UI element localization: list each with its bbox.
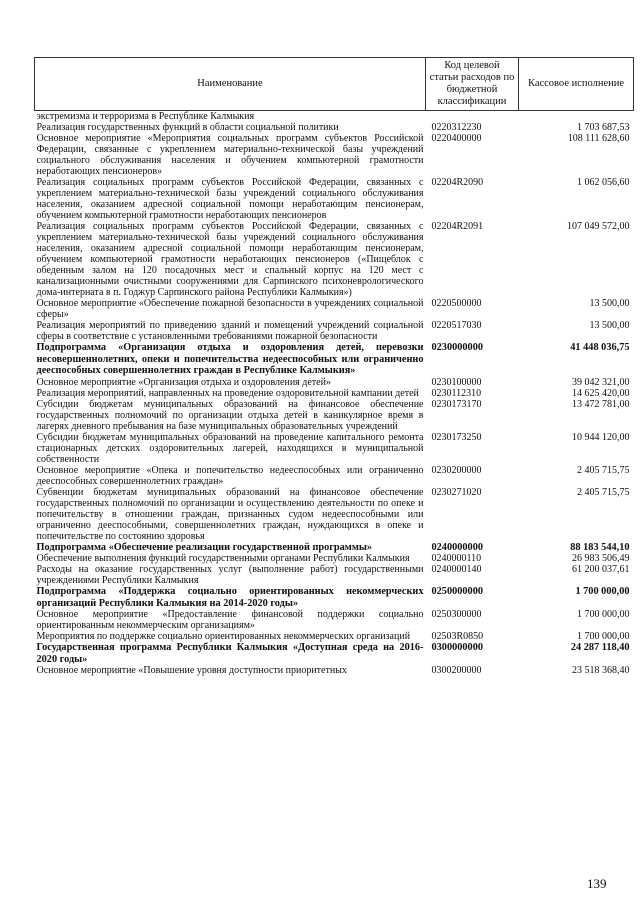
row-amount: 61 200 037,61 bbox=[572, 564, 630, 575]
table-row bbox=[35, 586, 634, 609]
row-name: Реализация государственных функций в области социальной политики bbox=[36, 122, 339, 133]
row-code: 0230173170 bbox=[431, 398, 482, 410]
row-name: Основное мероприятие «Предоставление финансовой поддержки социально ориентированным некоммерческим организациям» bbox=[36, 609, 424, 631]
row-amount: 13 472 781,00 bbox=[572, 398, 630, 410]
row-amount: 10 944 120,00 bbox=[572, 431, 630, 443]
row-name: Подпрограмма «Поддержка социально ориентированных некоммерческих организаций Республики Калмыкия на 2014-2020 годы» bbox=[36, 586, 424, 609]
page-number: 139 bbox=[587, 876, 607, 891]
row-name: Субсидии бюджетам муниципальных образований на финансовое обеспечение государственных полномочий по организации отдыха детей в каникулярное время в лагерях дневного пребывания на базе муниципальных образовательных учреждений bbox=[36, 398, 424, 432]
table-row bbox=[35, 388, 634, 399]
row-amount: 39 042 321,00 bbox=[572, 376, 630, 388]
row-name: Расходы на оказание государственных услуг (выполнение работ) государственными учреждениями Республики Калмыкия bbox=[36, 564, 424, 586]
table-row bbox=[35, 542, 634, 554]
row-amount: 1 062 056,60 bbox=[577, 177, 630, 188]
budget-table bbox=[34, 57, 634, 676]
row-code: 0300200000 bbox=[431, 665, 482, 676]
row-amount: 1 700 000,00 bbox=[577, 609, 630, 620]
document-page bbox=[34, 57, 630, 676]
table-row bbox=[35, 609, 634, 631]
table-row bbox=[35, 133, 634, 177]
row-code: 0220400000 bbox=[431, 133, 482, 144]
row-amount: 1 700 000,00 bbox=[575, 586, 630, 597]
row-name: экстремизма и терроризма в Республике Калмыкия bbox=[36, 111, 255, 122]
row-code bbox=[426, 111, 519, 123]
row-amount: 24 287 118,40 bbox=[570, 642, 630, 653]
header-name: Наименование bbox=[35, 58, 426, 111]
row-amount: 1 703 687,53 bbox=[577, 122, 630, 133]
row-name: Основное мероприятие «Организация отдыха и оздоровления детей» bbox=[36, 376, 331, 388]
row-amount: 2 405 715,75 bbox=[577, 486, 630, 498]
row-code: 0240000140 bbox=[431, 564, 482, 575]
row-amount: 26 983 506,49 bbox=[572, 553, 630, 564]
row-code: 0230173250 bbox=[431, 431, 482, 443]
row-amount: 13 500,00 bbox=[589, 320, 630, 331]
row-name: Реализация социальных программ субъектов Российской Федерации, связанных с укреплением материально-технической базы учреждений социального обслуживания населения, оказанием адресной социальной помощи неработающим пенсионерам, обучением компьютерной грамотности неработающих пенсионеров («Пищеблок с обеденным залом на 120 посадочных мест и спальный корпус на 120 мест с канализационными очистными сооружениями для Сарпинского психоневрологического дома-интерната в п. Годжур Сарпинского района Республики Калмыкия») bbox=[36, 221, 424, 298]
row-name: Основное мероприятие «Повышение уровня доступности приоритетных bbox=[36, 665, 347, 676]
table-body bbox=[35, 111, 634, 677]
row-amount: 1 700 000,00 bbox=[577, 631, 630, 642]
header-code: Код целевой статьи расходов по бюджетной классификации bbox=[426, 58, 519, 111]
table-row bbox=[35, 221, 634, 298]
row-code: 0230271020 bbox=[431, 486, 482, 498]
row-name: Субвенции бюджетам муниципальных образований на финансовое обеспечение государственных полномочий по организации и осуществлению деятельности по опеке и попечительству в отношении граждан, признанных судом недееспособными или ограниченно дееспособными, совершеннолетних граждан, нуждающихся в опеке и попечительстве по состоянию здоровья bbox=[36, 486, 424, 542]
row-code: 0220517030 bbox=[431, 320, 482, 331]
row-code: 0230112310 bbox=[431, 387, 482, 399]
row-amount: 13 500,00 bbox=[589, 298, 630, 309]
table-row bbox=[35, 122, 634, 133]
row-code: 0250000000 bbox=[431, 586, 483, 597]
table-row bbox=[35, 177, 634, 221]
row-amount: 108 111 628,60 bbox=[567, 133, 630, 144]
row-code: 0240000000 bbox=[431, 541, 483, 553]
row-code: 02503R0850 bbox=[431, 631, 484, 642]
table-row bbox=[35, 342, 634, 377]
row-name: Реализация социальных программ субъектов Российской Федерации, связанных с укреплением материально-технической базы учреждений социального обслуживания населения, оказанием адресной социальной помощи неработающим пенсионерам, обучением компьютерной грамотности неработающих пенсионеров bbox=[36, 177, 424, 221]
row-code: 0240000110 bbox=[431, 553, 482, 564]
row-amount: 41 448 036,75 bbox=[570, 342, 630, 353]
row-code: 0230100000 bbox=[431, 376, 482, 388]
row-amount: 2 405 715,75 bbox=[577, 464, 630, 476]
row-name: Подпрограмма «Обеспечение реализации государственной программы» bbox=[36, 541, 373, 553]
table-row bbox=[35, 642, 634, 665]
row-name: Субсидии бюджетам муниципальных образований на проведение капитального ремонта стационарных детских оздоровительных лагерей, находящихся в муниципальной собственности bbox=[36, 431, 424, 465]
row-name: Подпрограмма «Организация отдыха и оздоровления детей, перевозки несовершеннолетних, опеки и попечительства недееспособных или ограниченно дееспособных совершеннолетних граждан в Республике Калмыкия» bbox=[36, 342, 424, 376]
table-row bbox=[35, 432, 634, 465]
row-amount bbox=[519, 111, 634, 123]
row-amount: 23 518 368,40 bbox=[572, 665, 630, 676]
row-name: Основное мероприятие «Обеспечение пожарной безопасности в учреждениях социальной сферы» bbox=[36, 298, 424, 320]
header-amount: Кассовое исполнение bbox=[519, 58, 634, 111]
row-amount: 14 625 420,00 bbox=[572, 387, 630, 399]
row-amount: 107 049 572,00 bbox=[567, 221, 630, 232]
table-row bbox=[35, 465, 634, 487]
row-name: Основное мероприятие «Опека и попечительство недееспособных или ограниченно дееспособных совершеннолетних граждан» bbox=[36, 464, 424, 487]
table-row bbox=[35, 564, 634, 586]
row-name: Реализация мероприятий по приведению зданий и помещений учреждений социальной сферы в соответствие с установленными требованиями пожарной безопасности bbox=[36, 320, 424, 342]
table-header bbox=[35, 58, 634, 111]
table-row bbox=[35, 665, 634, 676]
table-row bbox=[35, 631, 634, 642]
row-name: Реализация мероприятий, направленных на проведение оздоровительной кампании детей bbox=[36, 387, 419, 399]
table-row bbox=[35, 320, 634, 342]
row-code: 0250300000 bbox=[431, 609, 482, 620]
row-name: Мероприятия по поддержке социально ориентированных некоммерческих организаций bbox=[36, 631, 411, 642]
table-row bbox=[35, 399, 634, 432]
row-code: 02204R2091 bbox=[431, 221, 484, 232]
table-row bbox=[35, 487, 634, 542]
table-row bbox=[35, 553, 634, 564]
row-code: 0230200000 bbox=[431, 464, 482, 476]
table-row bbox=[35, 111, 634, 123]
row-code: 0220312230 bbox=[431, 122, 482, 133]
row-code: 0230000000 bbox=[431, 342, 483, 353]
table-row bbox=[35, 377, 634, 388]
row-amount: 88 183 544,10 bbox=[570, 541, 630, 553]
row-code: 0300000000 bbox=[431, 642, 483, 653]
row-name: Государственная программа Республики Калмыкия «Доступная среда на 2016-2020 годы» bbox=[36, 642, 424, 665]
row-code: 0220500000 bbox=[431, 298, 482, 309]
row-name: Обеспечение выполнения функций государственными органами Республики Калмыкия bbox=[36, 553, 410, 564]
row-name: Основное мероприятие «Мероприятия социальных программ субъектов Российской Федерации, связанные с укреплением материально-технической базы учреждений социального обслуживания населения и обучением компьютерной грамотности неработающих пенсионеров» bbox=[36, 133, 424, 177]
row-code: 02204R2090 bbox=[431, 177, 484, 188]
table-row bbox=[35, 298, 634, 320]
